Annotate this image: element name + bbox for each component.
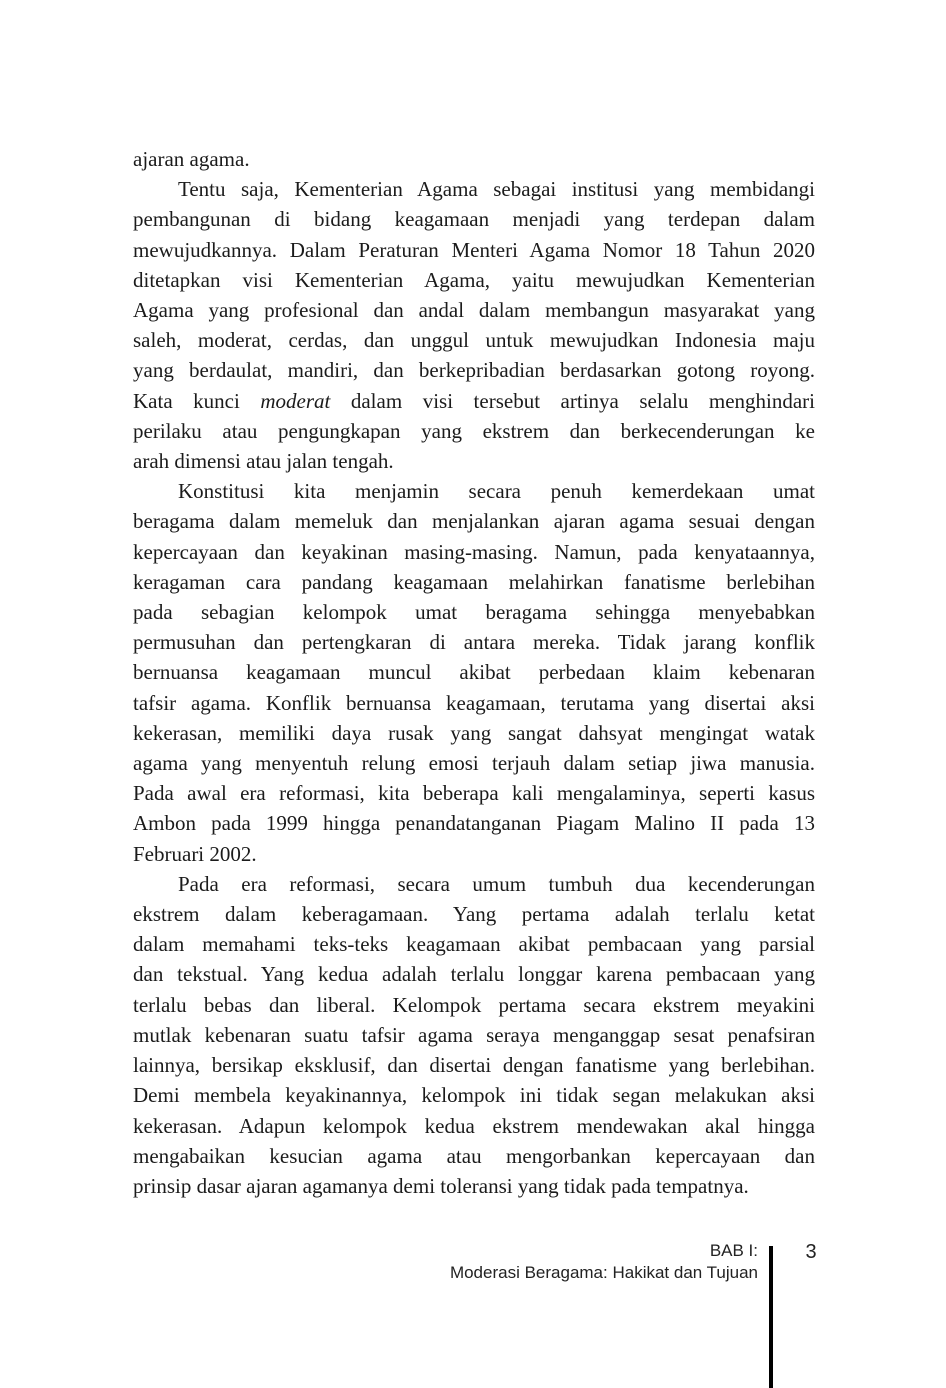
- body-line: agama yang menyentuh relung emosi terjauh dalam setiap jiwa manusia.: [133, 751, 815, 776]
- body-line: kekerasan. Adapun kelompok kedua ekstrem mendewakan akal hingga: [133, 1113, 815, 1138]
- body-line: Agama yang profesional dan andal dalam membangun masyarakat yang: [133, 298, 815, 323]
- body-line: Kata kunci moderat dalam visi tersebut artinya selalu menghindari: [133, 388, 816, 413]
- body-line: mutlak kebenaran suatu tafsir agama seraya menganggap sesat penafsiran: [133, 1022, 815, 1047]
- body-line: Ambon pada 1999 hingga penandatanganan Piagam Malino II pada 13: [133, 811, 815, 836]
- body-line: ekstrem dalam keberagamaan. Yang pertama adalah terlalu ketat: [133, 902, 815, 927]
- body-line: pembangunan di bidang keagamaan menjadi yang terdepan dalam: [133, 207, 815, 232]
- body-line: arah dimensi atau jalan tengah.: [133, 449, 394, 474]
- body-line: Demi membela keyakinannya, kelompok ini tidak segan melakukan aksi: [133, 1083, 815, 1108]
- body-line: ajaran agama.: [133, 147, 250, 171]
- body-line: tafsir agama. Konflik bernuansa keagamaan, terutama yang disertai aksi: [133, 690, 815, 715]
- body-line: dan tekstual. Yang kedua adalah terlalu longgar karena pembacaan yang: [133, 962, 815, 987]
- body-line: mewujudkannya. Dalam Peraturan Menteri Agama Nomor 18 Tahun 2020: [133, 237, 815, 262]
- body-line: Pada awal era reformasi, kita beberapa kali mengalaminya, seperti kasus: [133, 781, 815, 806]
- footer-rule: [769, 1246, 773, 1388]
- body-line: terlalu bebas dan liberal. Kelompok pertama secara ekstrem meyakini: [133, 992, 815, 1017]
- body-line: Tentu saja, Kementerian Agama sebagai institusi yang membidangi: [178, 177, 815, 202]
- body-line: perilaku atau pengungkapan yang ekstrem dan berkecenderungan ke: [133, 418, 815, 443]
- body-line: kekerasan, memiliki daya rusak yang sangat dahsyat mengingat watak: [133, 720, 815, 745]
- body-line: lainnya, bersikap eksklusif, dan disertai dengan fanatisme yang berlebihan.: [133, 1053, 815, 1078]
- body-line: beragama dalam memeluk dan menjalankan ajaran agama sesuai dengan: [133, 509, 815, 534]
- paragraph: [133, 869, 815, 1201]
- body-line: saleh, moderat, cerdas, dan unggul untuk mewujudkan Indonesia maju: [133, 328, 815, 353]
- body-line: bernuansa keagamaan muncul akibat perbedaan klaim kebenaran: [133, 660, 815, 685]
- body-line: permusuhan dan pertengkaran di antara mereka. Tidak jarang konflik: [133, 630, 815, 655]
- paragraph: [133, 144, 815, 174]
- body-line: Pada era reformasi, secara umum tumbuh dua kecenderungan: [178, 871, 815, 896]
- body-line: pada sebagian kelompok umat beragama sehingga menyebabkan: [133, 600, 815, 625]
- body-text: [133, 144, 815, 1201]
- body-line: Februari 2002.: [133, 841, 257, 866]
- paragraph: [133, 476, 815, 869]
- footer-chapter: [450, 1240, 758, 1284]
- body-line: dalam memahami teks-teks keagamaan akibat pembacaan yang parsial: [133, 932, 815, 957]
- page-number: 3: [805, 1241, 817, 1263]
- body-line: keragaman cara pandang keagamaan melahirkan fanatisme berlebihan: [133, 569, 815, 594]
- footer-chapter-title: Moderasi Beragama: Hakikat dan Tujuan: [449, 1263, 758, 1282]
- paragraph: [133, 174, 815, 476]
- body-line: mengabaikan kesucian agama atau mengorbankan kepercayaan dan: [133, 1143, 815, 1168]
- body-line: ditetapkan visi Kementerian Agama, yaitu mewujudkan Kementerian: [133, 267, 815, 292]
- body-line: Konstitusi kita menjamin secara penuh kemerdekaan umat: [178, 479, 815, 504]
- body-line: kepercayaan dan keyakinan masing-masing. Namun, pada kenyataannya,: [133, 539, 815, 564]
- body-line: yang berdaulat, mandiri, dan berkepribadian berdasarkan gotong royong.: [133, 358, 815, 383]
- footer-chapter-label: BAB I:: [709, 1241, 758, 1260]
- body-line: prinsip dasar ajaran agamanya demi toleransi yang tidak pada tempatnya.: [133, 1173, 749, 1198]
